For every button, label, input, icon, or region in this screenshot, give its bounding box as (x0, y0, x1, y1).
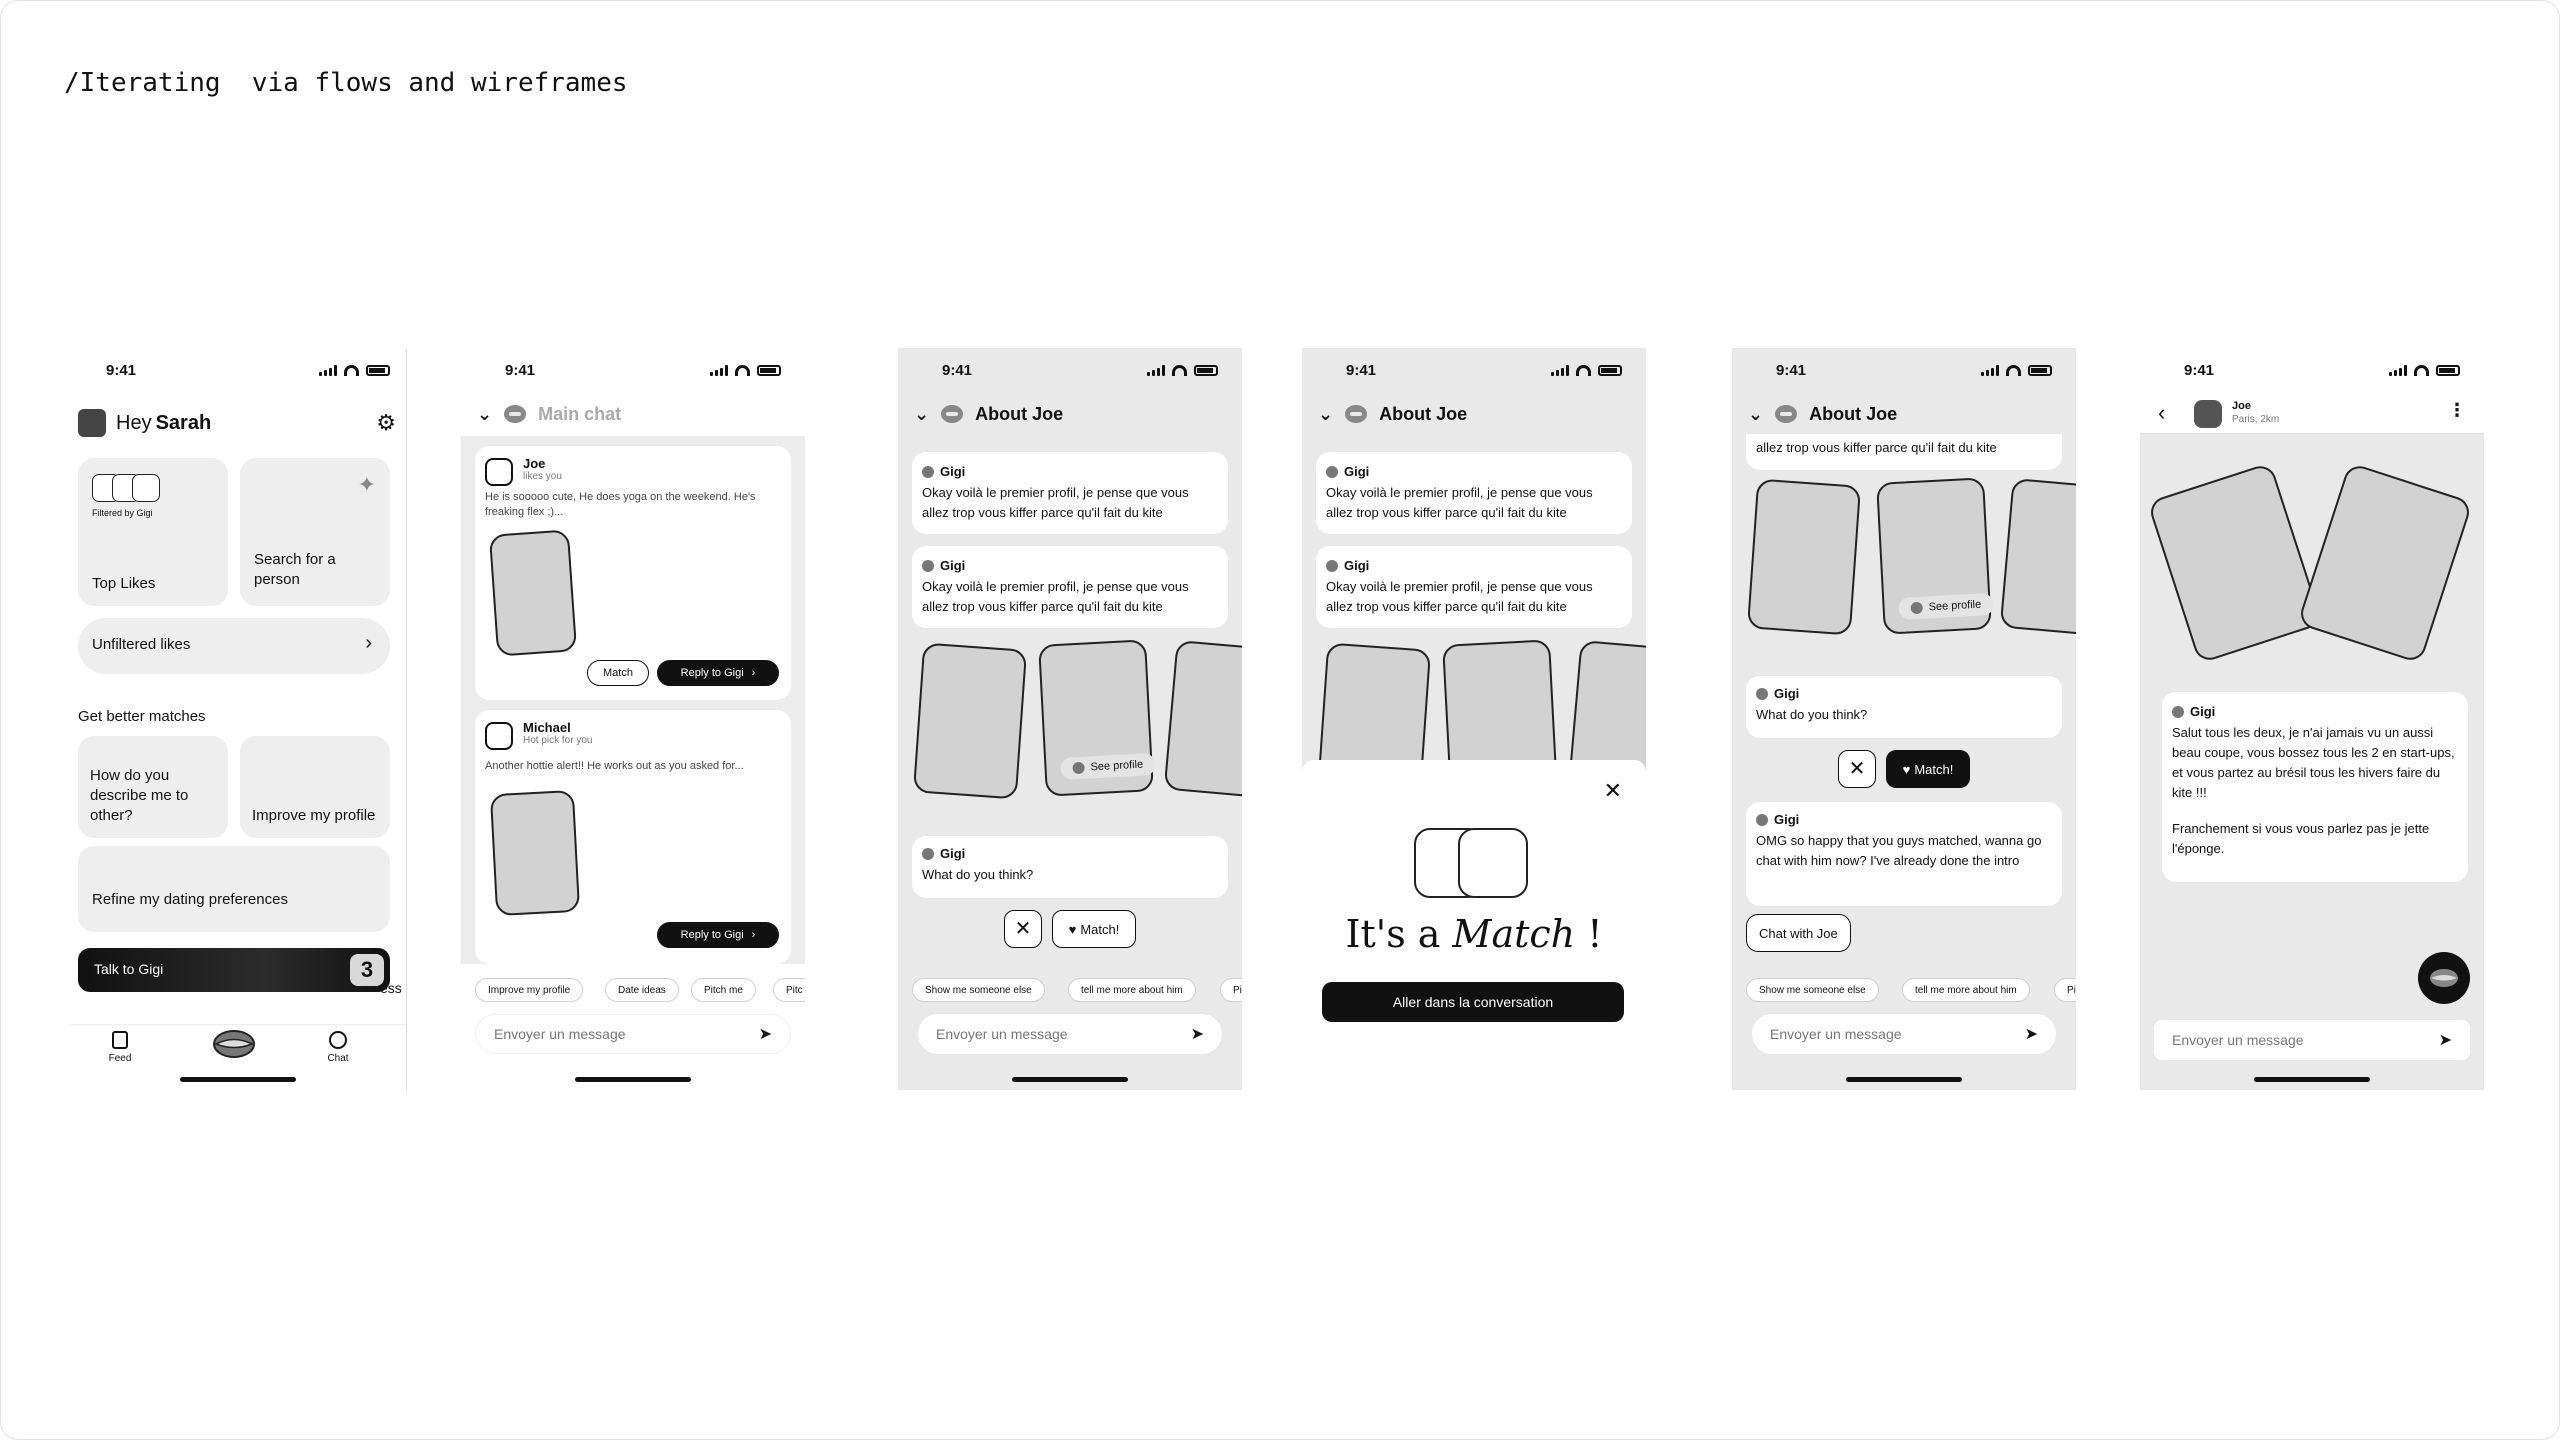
gigi-icon (1345, 405, 1367, 423)
battery-icon (1194, 365, 1218, 376)
status-time: 9:41 (942, 361, 973, 379)
describe-me-tile[interactable] (78, 736, 228, 838)
chevron-right-icon: › (751, 667, 756, 679)
joe-text: He is sooooo cute, He does yoga on the weekend. He's freaking flex ;)... (485, 491, 756, 518)
chat-header (461, 394, 805, 434)
gigi-message-text: Okay voilà le premier profil, je pense que vous allez trop vous kiffer parce qu'il fait du kite (922, 579, 1189, 614)
message-input[interactable] (475, 1014, 791, 1054)
chip-improve-profile[interactable]: Improve my profile (475, 978, 583, 1002)
screen-home (70, 348, 406, 1090)
gigi-icon (922, 560, 934, 572)
status-time: 9:41 (1346, 361, 1377, 379)
screen-main-chat (461, 348, 805, 1090)
close-icon: ✕ (1848, 758, 1866, 780)
michael-text: Another hottie alert!! He works out as you asked for... (485, 760, 744, 772)
home-indicator (2254, 1077, 2370, 1082)
match-button[interactable]: Match (587, 660, 649, 686)
nav-chat-label: Chat (327, 1053, 349, 1064)
wifi-icon (2414, 365, 2429, 376)
chat-title: About Joe (1809, 403, 1898, 424)
signal-icon (1981, 365, 1999, 376)
status-bar (898, 348, 1242, 392)
gigi-message-1 (1316, 452, 1632, 534)
reply-to-gigi-button-2[interactable] (657, 922, 779, 948)
profile-photo-2[interactable] (1876, 477, 1992, 634)
joe-photo[interactable] (2147, 462, 2323, 664)
signal-icon (1147, 365, 1165, 376)
heart-icon: ♥ (1902, 761, 1911, 777)
joe-photo[interactable] (489, 529, 577, 656)
nav-chat[interactable] (318, 1031, 358, 1064)
status-time: 9:41 (106, 361, 137, 379)
send-icon[interactable]: ➤ (2438, 1032, 2452, 1049)
chip-tell-me-more[interactable]: tell me more about him (1902, 978, 2030, 1002)
contact-name: Joe (2232, 400, 2251, 412)
chevron-right-icon: › (751, 929, 756, 941)
likes-cards-icon (92, 474, 164, 502)
chat-with-joe-button[interactable]: Chat with Joe (1746, 914, 1851, 952)
gigi-icon (1326, 466, 1338, 478)
gigi-icon (1910, 602, 1923, 615)
nav-gigi[interactable] (212, 1027, 256, 1061)
search-person-tile[interactable] (240, 458, 390, 606)
intro-text-2: Franchement si vous vous parlez pas je jette l'éponge. (2172, 821, 2430, 856)
match-headline: It's a Match ! (1345, 912, 1603, 956)
profile-photo-3[interactable] (2000, 478, 2076, 636)
close-icon: ✕ (1014, 918, 1032, 940)
chat-header (1732, 394, 2076, 434)
gigi-icon (1775, 405, 1797, 423)
profile-photo-1[interactable] (913, 643, 1027, 800)
battery-icon (757, 365, 781, 376)
match-sheet (1302, 760, 1646, 1090)
reply-label: Reply to Gigi (680, 667, 744, 679)
talk-count-badge: 3 (350, 954, 384, 986)
gigi-sender: Gigi (1326, 464, 1622, 479)
search-person-label: Search for a person (254, 551, 336, 588)
gigi-message-text: allez trop vous kiffer parce qu'il fait du kite (1756, 440, 1997, 455)
profile-photo-1[interactable] (1747, 479, 1861, 636)
match-cards-icon (1414, 828, 1534, 900)
message-input[interactable] (2154, 1020, 2470, 1060)
see-profile-button[interactable]: See profile (1898, 593, 1994, 620)
gigi-sender: Gigi (922, 558, 1218, 573)
profile-photo-2[interactable] (1038, 639, 1154, 796)
improve-profile-label: Improve my profile (252, 807, 376, 824)
profile-photo-3[interactable] (1164, 640, 1242, 798)
send-icon[interactable]: ➤ (758, 1026, 772, 1043)
chat-title: About Joe (975, 403, 1064, 424)
gigi-message-text: Okay voilà le premier profil, je pense que vous allez trop vous kiffer parce qu'il fait du kite (922, 485, 1189, 520)
overflow-text: ess (380, 980, 402, 996)
home-indicator (180, 1077, 296, 1082)
gigi-sender: Gigi (1756, 686, 2052, 701)
screen-its-a-match (1302, 348, 1646, 1090)
status-time: 9:41 (2184, 361, 2215, 379)
michael-photo[interactable] (490, 790, 580, 916)
battery-icon (2436, 365, 2460, 376)
gigi-icon (922, 848, 934, 860)
message-placeholder: Envoyer un message (2172, 1032, 2304, 1048)
message-placeholder: Envoyer un message (1770, 1026, 1902, 1042)
see-profile-button[interactable]: See profile (1060, 753, 1156, 780)
sparkle-icon: ✦ (357, 472, 376, 497)
omg-text: OMG so happy that you guys matched, wanna go chat with him now? I've already done the intro (1756, 833, 2042, 868)
close-button[interactable] (1838, 750, 1876, 788)
talk-to-gigi-label: Talk to Gigi (94, 961, 164, 977)
chat-title: Main chat (538, 403, 622, 424)
go-to-conversation-button[interactable]: Aller dans la conversation (1322, 982, 1624, 1022)
gigi-fab[interactable] (2418, 952, 2470, 1004)
gigi-message-text: Okay voilà le premier profil, je pense que vous allez trop vous kiffer parce qu'il fait du kite (1326, 579, 1593, 614)
feed-icon (112, 1031, 128, 1049)
battery-icon (366, 365, 390, 376)
chip-tell-me-more[interactable]: tell me more about him (1068, 978, 1196, 1002)
top-likes-sub: Filtered by Gigi (92, 508, 153, 518)
gigi-icon (1756, 814, 1768, 826)
match-button[interactable]: ♥ Match! (1886, 750, 1970, 788)
send-icon[interactable]: ➤ (2024, 1026, 2038, 1043)
wifi-icon (735, 365, 750, 376)
gear-icon[interactable]: ⚙ (376, 410, 396, 435)
heart-icon: ♥ (1068, 921, 1077, 937)
more-icon[interactable]: ⋮ (2448, 400, 2466, 420)
send-icon[interactable]: ➤ (1190, 1026, 1204, 1043)
battery-icon (2028, 365, 2052, 376)
status-icons (319, 365, 390, 376)
top-likes-label: Top Likes (92, 575, 156, 592)
reply-to-gigi-button[interactable] (657, 660, 779, 686)
gigi-icon (922, 466, 934, 478)
gigi-message-cut (1746, 434, 2062, 470)
message-input[interactable] (918, 1014, 1222, 1054)
status-time: 9:41 (1776, 361, 1807, 379)
screen-joe-conversation (2140, 348, 2484, 1090)
home-indicator (1012, 1077, 1128, 1082)
chevron-right-icon: › (365, 632, 372, 654)
chip-pi[interactable]: Pi (2054, 978, 2076, 1002)
signal-icon (1551, 365, 1569, 376)
contact-location: Paris, 2km (2232, 414, 2280, 425)
chip-pi[interactable]: Pi (1220, 978, 1242, 1002)
status-bar (1302, 348, 1646, 392)
signal-icon (710, 365, 728, 376)
describe-me-label: How do you describe me to other? (90, 767, 189, 824)
status-bar (1732, 348, 2076, 392)
wifi-icon (344, 365, 359, 376)
chip-pitc[interactable]: Pitc (773, 978, 805, 1002)
battery-icon (1598, 365, 1622, 376)
back-icon[interactable]: ‹ (2158, 400, 2166, 425)
gigi-question (912, 836, 1228, 898)
gigi-icon (1072, 762, 1085, 775)
lips-icon (2418, 952, 2470, 1004)
refine-preferences-label: Refine my dating preferences (92, 891, 288, 908)
gigi-sender: Gigi (922, 464, 1218, 479)
lips-icon (212, 1027, 256, 1061)
greeting-row (78, 408, 396, 438)
status-icons (1147, 365, 1218, 376)
page-title: /Iterating via flows and wireframes (64, 68, 628, 98)
wifi-icon (1576, 365, 1591, 376)
chip-someone-else[interactable]: Show me someone else (912, 978, 1045, 1002)
wifi-icon (2006, 365, 2021, 376)
gigi-icon (1326, 560, 1338, 572)
gigi-icon (2172, 706, 2184, 718)
michael-avatar (485, 722, 513, 750)
michael-name: Michael (523, 720, 571, 735)
refine-preferences-tile[interactable] (78, 846, 390, 932)
joe-sub: likes you (523, 471, 562, 482)
joe-avatar (485, 458, 513, 486)
joe-name: Joe (523, 456, 546, 471)
gigi-question (1746, 676, 2062, 738)
gigi-sender: Gigi (922, 846, 1218, 861)
gigi-message-text: Okay voilà le premier profil, je pense que vous allez trop vous kiffer parce qu'il fait du kite (1326, 485, 1593, 520)
nav-feed-label: Feed (108, 1053, 132, 1064)
status-bar (2140, 348, 2484, 392)
gigi-message-2 (912, 546, 1228, 628)
gigi-icon (1756, 688, 1768, 700)
home-indicator (1846, 1077, 1962, 1082)
gigi-sender: Gigi (1326, 558, 1622, 573)
status-icons (710, 365, 781, 376)
status-bar (70, 348, 406, 392)
gigi-message-1 (912, 452, 1228, 534)
home-indicator (575, 1077, 691, 1082)
improve-profile-tile[interactable] (240, 736, 390, 838)
reply-label: Reply to Gigi (680, 929, 744, 941)
chat-header (898, 394, 1242, 434)
gigi-icon (941, 405, 963, 423)
screen-about-joe (898, 348, 1242, 1090)
chevron-down-icon[interactable]: ⌄ (1318, 403, 1334, 424)
message-placeholder: Envoyer un message (936, 1026, 1068, 1042)
chip-date-ideas[interactable]: Date ideas (605, 978, 679, 1002)
unfiltered-likes-row[interactable] (78, 618, 390, 674)
sarah-photo[interactable] (2297, 462, 2473, 664)
greeting: Hey (116, 411, 152, 434)
close-button[interactable] (1004, 910, 1042, 948)
chevron-down-icon[interactable]: ⌄ (1748, 403, 1764, 424)
status-time: 9:41 (505, 361, 536, 379)
top-likes-tile[interactable] (78, 458, 228, 606)
screen-about-joe-matched (1732, 348, 2076, 1090)
message-input[interactable] (1752, 1014, 2056, 1054)
gigi-sender: Gigi (2172, 704, 2458, 719)
gigi-omg-message (1746, 802, 2062, 906)
gigi-icon (504, 405, 526, 423)
chip-someone-else[interactable]: Show me someone else (1746, 978, 1879, 1002)
joe-card (475, 446, 791, 700)
message-placeholder: Envoyer un message (494, 1026, 626, 1042)
signal-icon (319, 365, 337, 376)
intro-text-1: Salut tous les deux, je n'ai jamais vu un aussi beau coupe, vous bossez tous les 2 en start-ups, et vous partez au brésil tous les hivers faire du kite !!! (2172, 725, 2455, 800)
status-bar (461, 348, 805, 392)
chat-icon (329, 1031, 347, 1049)
status-icons (2389, 365, 2460, 376)
user-name: Sarah (155, 411, 212, 434)
question-text: What do you think? (1756, 707, 1868, 722)
separator-line (406, 348, 407, 1090)
status-icons (1551, 365, 1622, 376)
question-text: What do you think? (922, 867, 1034, 882)
talk-to-gigi-bar[interactable] (78, 948, 390, 992)
status-icons (1981, 365, 2052, 376)
chip-pitch-me[interactable]: Pitch me (691, 978, 756, 1002)
gigi-intro-message (2162, 692, 2468, 882)
gigi-message-2 (1316, 546, 1632, 628)
signal-icon (2389, 365, 2407, 376)
chevron-down-icon[interactable]: ⌄ (477, 403, 493, 424)
chat-header (1302, 394, 1646, 434)
gigi-sender: Gigi (1756, 812, 2052, 827)
bottom-nav (70, 1024, 406, 1074)
chat-area (461, 436, 805, 964)
chevron-down-icon[interactable]: ⌄ (914, 403, 930, 424)
match-button[interactable]: ♥ Match! (1052, 910, 1136, 948)
unfiltered-likes-label: Unfiltered likes (92, 636, 191, 653)
close-icon[interactable]: ✕ (1603, 778, 1622, 803)
michael-sub: Hot pick for you (523, 735, 593, 746)
get-better-heading: Get better matches (78, 708, 206, 725)
michael-card (475, 710, 791, 964)
conversation-header (2140, 392, 2484, 434)
nav-feed[interactable] (100, 1031, 140, 1064)
avatar[interactable] (78, 409, 106, 437)
chat-title: About Joe (1379, 403, 1468, 424)
wifi-icon (1172, 365, 1187, 376)
avatar[interactable] (2194, 400, 2222, 428)
